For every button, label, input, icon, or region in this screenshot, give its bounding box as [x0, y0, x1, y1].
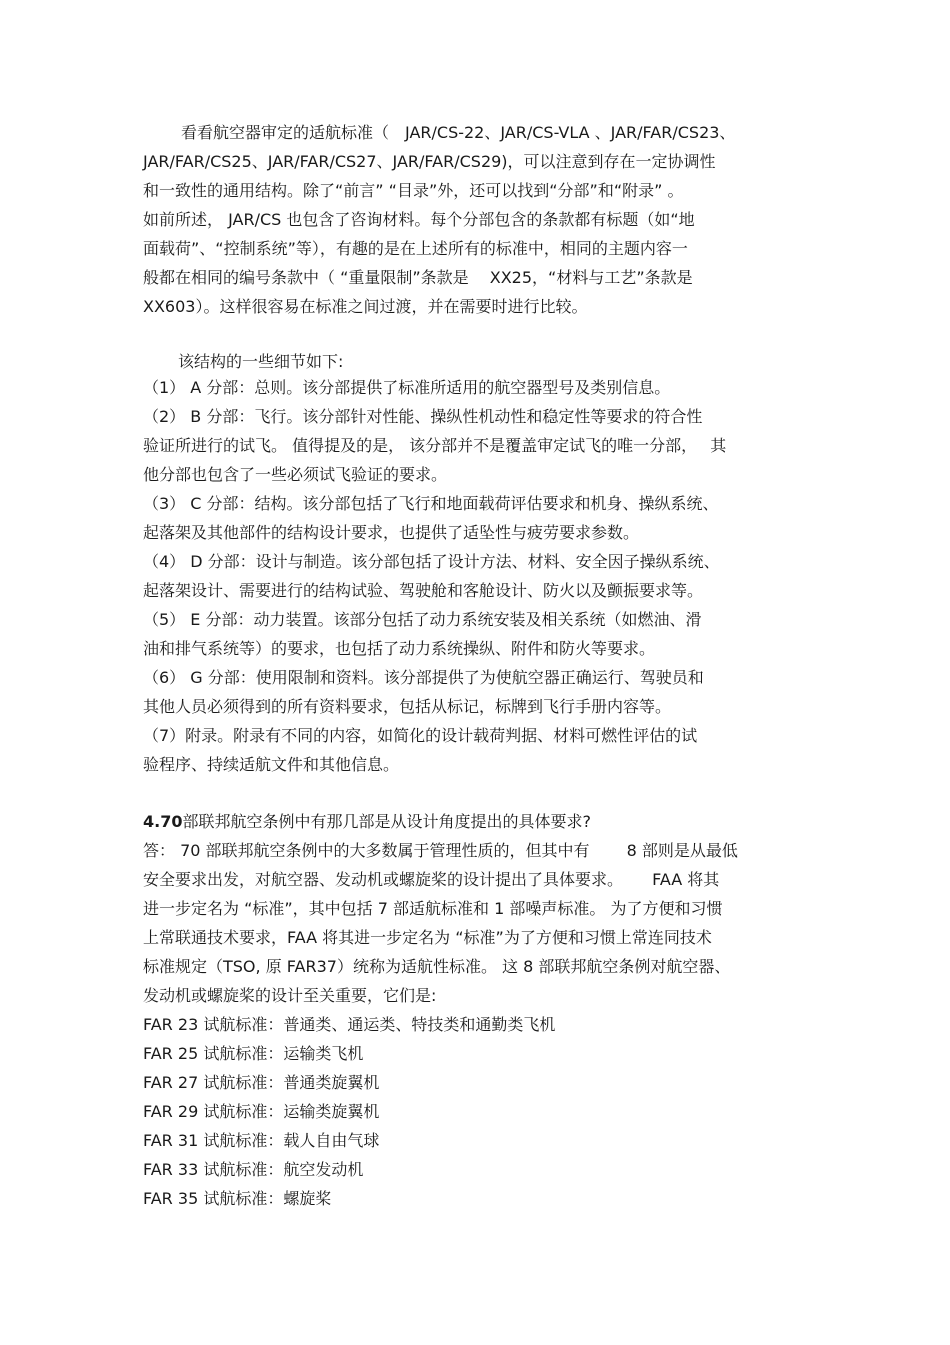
- answer-line: 发动机或螺旋桨的设计至关重要，它们是:: [143, 986, 437, 1005]
- intro-line: XX603）。这样很容易在标准之间过渡，并在需要时进行比较。: [143, 297, 588, 316]
- structure-item: （1） A 分部：总则。该分部提供了标准所适用的航空器型号及类别信息。: [143, 378, 671, 397]
- structure-item: （5） E 分部：动力装置。该部分包括了动力系统安装及相关系统（如燃油、滑: [143, 610, 702, 629]
- structure-item: 他分部也包含了一些必须试飞验证的要求。: [143, 465, 448, 484]
- intro-line: 如前所述， JAR/CS 也包含了咨询材料。每个分部包含的条款都有标题（如“地: [143, 210, 695, 229]
- intro-line: 般都在相同的编号条款中（ “重量限制”条款是 XX25，“材料与工艺”条款是: [143, 268, 693, 287]
- structure-item: （3） C 分部：结构。该分部包括了飞行和地面载荷评估要求和机身、操纵系统、: [143, 494, 719, 513]
- question-text: 部联邦航空条例中有那几部是从设计角度提出的具体要求?: [182, 812, 591, 831]
- intro-line: 面载荷”、“控制系统”等），有趣的是在上述所有的标准中，相同的主题内容一: [143, 239, 688, 258]
- structure-item: 油和排气系统等）的要求，也包括了动力系统操纵、附件和防火等要求。: [143, 639, 656, 658]
- structure-item: （4） D 分部：设计与制造。该分部包括了设计方法、材料、安全因子操纵系统、: [143, 552, 720, 571]
- far-list-item: FAR 29 试航标准：运输类旋翼机: [143, 1102, 380, 1121]
- far-list-item: FAR 25 试航标准：运输类飞机: [143, 1044, 364, 1063]
- far-list-item: FAR 33 试航标准：航空发动机: [143, 1160, 364, 1179]
- structure-item: 起落架设计、需要进行的结构试验、驾驶舱和客舱设计、防火以及颤振要求等。: [143, 581, 704, 600]
- question-number: 4.70: [143, 812, 183, 831]
- far-list-item: FAR 27 试航标准：普通类旋翼机: [143, 1073, 380, 1092]
- far-list-item: FAR 35 试航标准：螺旋桨: [143, 1189, 332, 1208]
- intro-line: 和一致性的通用结构。除了“前言” “目录”外，还可以找到“分部”和“附录” 。: [143, 181, 684, 200]
- answer-line: 上常联通技术要求，FAA 将其进一步定名为 “标准”为了方便和习惯上常连同技术: [143, 928, 712, 947]
- structure-item: 起落架及其他部件的结构设计要求，也提供了适坠性与疲劳要求参数。: [143, 523, 640, 542]
- question: [143, 812, 591, 832]
- structure-item: 其他人员必须得到的所有资料要求，包括从标记，标牌到飞行手册内容等。: [143, 697, 672, 716]
- structure-item: （7）附录。附录有不同的内容，如简化的设计载荷判据、材料可燃性评估的试: [143, 726, 698, 745]
- structure-intro: 该结构的一些细节如下:: [178, 352, 344, 371]
- answer-line: 答： 70 部联邦航空条例中的大多数属于管理性质的，但其中有 8 部则是从最低: [143, 841, 738, 860]
- structure-item: 验程序、持续适航文件和其他信息。: [143, 755, 400, 774]
- intro-line: JAR/FAR/CS25、JAR/FAR/CS27、JAR/FAR/CS29)，可以注意到存在一定协调性: [143, 152, 716, 171]
- answer-line: 进一步定名为 “标准”，其中包括 7 部适航标准和 1 部噪声标准。 为了方便和习惯: [143, 899, 723, 918]
- far-list-item: FAR 31 试航标准：载人自由气球: [143, 1131, 380, 1150]
- far-list-item: FAR 23 试航标准：普通类、通运类、特技类和通勤类飞机: [143, 1015, 556, 1034]
- structure-item: （2） B 分部：飞行。该分部针对性能、操纵性机动性和稳定性等要求的符合性: [143, 407, 703, 426]
- intro-line: 看看航空器审定的适航标准（ JAR/CS-22、JAR/CS-VLA 、JAR/FAR/CS23、: [181, 123, 736, 142]
- structure-item: 验证所进行的试飞。 值得提及的是， 该分部并不是覆盖审定试飞的唯一分部， 其: [143, 436, 727, 455]
- answer-line: 安全要求出发，对航空器、发动机或螺旋桨的设计提出了具体要求。 FAA 将其: [143, 870, 720, 889]
- answer-line: 标准规定（TSO, 原 FAR37）统称为适航性标准。 这 8 部联邦航空条例对航空器、: [143, 957, 731, 976]
- structure-item: （6） G 分部：使用限制和资料。该分部提供了为使航空器正确运行、驾驶员和: [143, 668, 704, 687]
